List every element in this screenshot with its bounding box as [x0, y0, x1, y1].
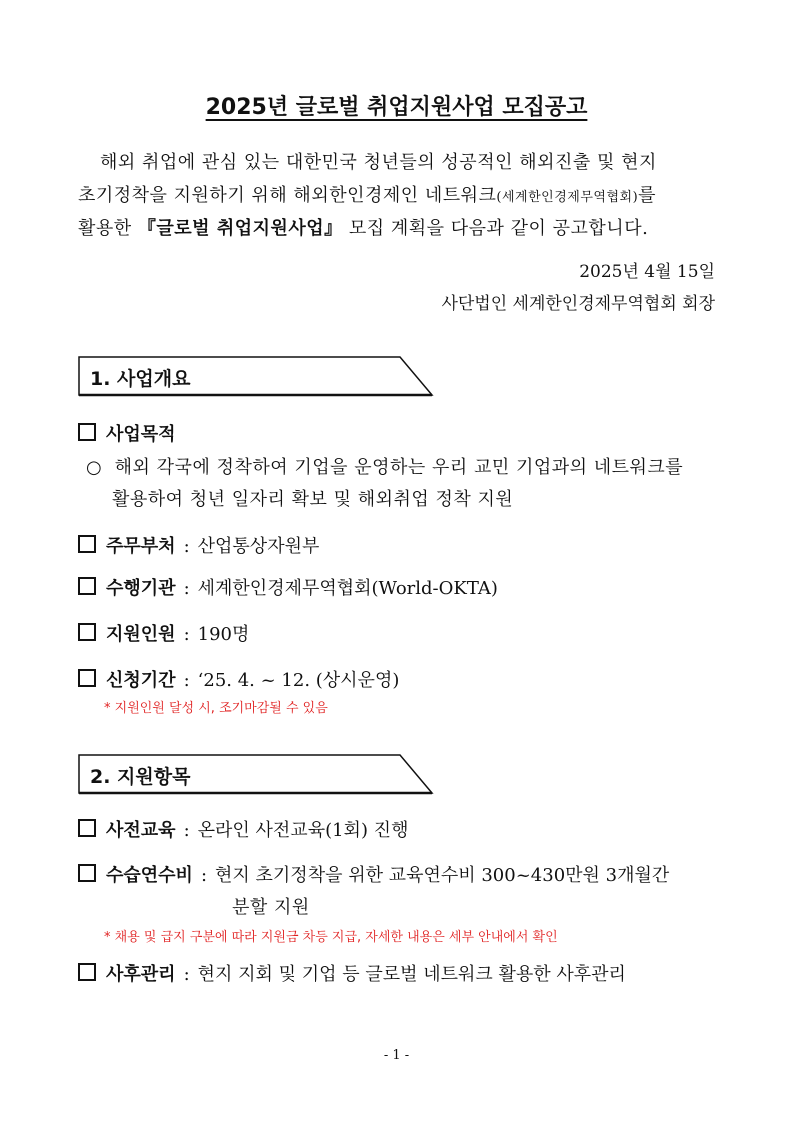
separator: :	[183, 536, 190, 557]
item-training-allowance	[78, 861, 669, 887]
checkbox-square-icon	[78, 623, 96, 641]
item-ministry	[78, 532, 319, 558]
separator: :	[183, 820, 190, 841]
allowance-note: * 채용 및 급지 구분에 따라 지원금 차등 지급, 자세한 내용은 세부 안내에서 확인	[104, 930, 558, 945]
item-pre-education	[78, 816, 408, 842]
issuer: 사단법인 세계한인경제무역협회 회장	[441, 294, 715, 314]
separator: :	[183, 670, 190, 691]
item-label: 사후관리	[106, 964, 176, 985]
item-headcount	[78, 620, 249, 646]
item-label: 신청기간	[106, 670, 176, 691]
checkbox-square-icon	[78, 577, 96, 595]
checkbox-square-icon	[78, 423, 96, 441]
item-label: 사전교육	[106, 820, 176, 841]
intro-line-3	[78, 214, 648, 240]
section-heading-1	[78, 356, 434, 396]
intro-line-1: 해외 취업에 관심 있는 대한민국 청년들의 성공적인 해외진출 및 현지	[100, 152, 657, 173]
separator: :	[183, 624, 190, 645]
item-label: 수습연수비	[106, 865, 193, 886]
item-purpose	[78, 420, 176, 446]
intro-org-small: (세계한인경제무역협회)	[496, 190, 639, 205]
item-label: 사업목적	[106, 424, 176, 445]
item-value: 현지 지회 및 기업 등 글로벌 네트워크 활용한 사후관리	[197, 964, 626, 985]
separator: :	[183, 578, 190, 599]
intro-text: 활용한	[78, 218, 138, 239]
item-label: 주무부처	[106, 536, 176, 557]
item-value: 온라인 사전교육(1회) 진행	[197, 820, 409, 841]
intro-text: 모집 계획을 다음과 같이 공고합니다.	[342, 218, 649, 239]
item-agency	[78, 574, 498, 600]
purpose-text: 해외 각국에 정착하여 기업을 운영하는 우리 교민 기업과의 네트워크를	[114, 457, 684, 478]
item-value: 산업통상자원부	[197, 536, 320, 557]
section-title: 1. 사업개요	[90, 368, 191, 390]
allowance-line-2: 분할 지원	[232, 897, 310, 918]
item-value: 현지 초기정착을 위한 교육연수비 300~430만원 3개월간	[215, 865, 670, 886]
section-title: 2. 지원항목	[90, 766, 191, 788]
page-title: 2025년 글로벌 취업지원사업 모집공고	[205, 95, 588, 120]
item-label: 수행기관	[106, 578, 176, 599]
checkbox-square-icon	[78, 819, 96, 837]
checkbox-square-icon	[78, 963, 96, 981]
item-period	[78, 666, 399, 692]
checkbox-square-icon	[78, 864, 96, 882]
item-aftercare	[78, 960, 626, 986]
purpose-line-1	[86, 453, 683, 479]
announcement-date: 2025년 4월 15일	[579, 262, 715, 282]
item-label: 지원인원	[106, 624, 176, 645]
intro-text: 초기정착을 지원하기 위해 해외한인경제인 네트워크	[78, 185, 497, 206]
separator: :	[183, 964, 190, 985]
checkbox-square-icon	[78, 535, 96, 553]
program-name: 『글로벌 취업지원사업』	[137, 218, 343, 239]
intro-line-2	[78, 181, 656, 207]
separator: :	[200, 865, 208, 886]
intro-text: 를	[638, 185, 657, 206]
section-heading-2	[78, 754, 434, 794]
item-value: 세계한인경제무역협회(World-OKTA)	[197, 578, 498, 599]
item-value: ‘25. 4. ~ 12. (상시운영)	[197, 670, 400, 691]
circle-bullet-icon: ○	[86, 457, 103, 478]
page-number: - 1 -	[383, 1048, 410, 1063]
item-value: 190명	[197, 624, 250, 645]
period-note: * 지원인원 달성 시, 조기마감될 수 있음	[104, 701, 328, 716]
purpose-line-2: 활용하여 청년 일자리 확보 및 해외취업 정착 지원	[112, 489, 514, 510]
checkbox-square-icon	[78, 669, 96, 687]
